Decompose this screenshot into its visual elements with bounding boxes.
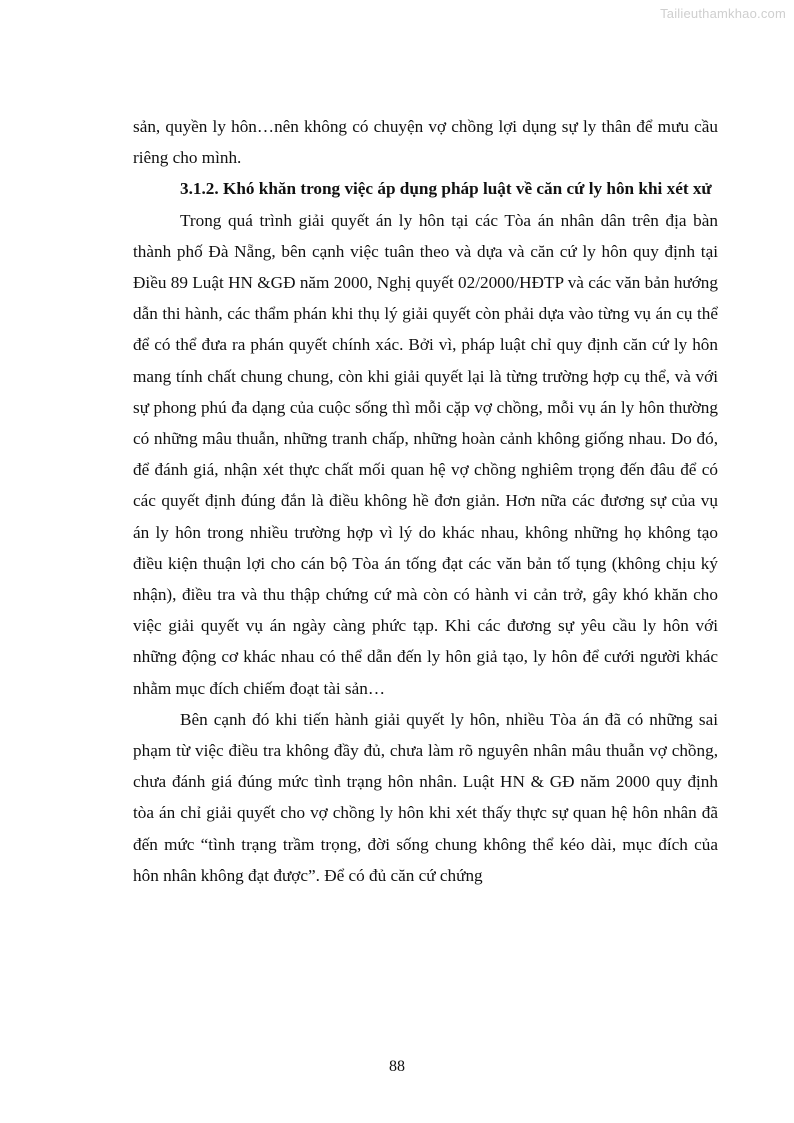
- watermark: Tailieuthamkhao.com: [660, 6, 786, 21]
- paragraph-continuation: sản, quyền ly hôn…nên không có chuyện vợ chồng lợi dụng sự ly thân để mưu cầu riêng cho mình.: [133, 117, 718, 168]
- document-body: [133, 111, 718, 891]
- section-heading: 3.1.2. Khó khăn trong việc áp dụng pháp luật về căn cứ ly hôn khi xét xử: [180, 179, 712, 199]
- paragraph-court-errors: Bên cạnh đó khi tiến hành giải quyết ly hôn, nhiều Tòa án đã có những sai phạm từ việc điều tra không đầy đủ, chưa làm rõ nguyên nhân mâu thuẫn vợ chồng, chưa đánh giá đúng mức tình trạng hôn nhân. Luật HN & GĐ năm 2000 quy định tòa án chỉ giải quyết cho vợ chồng ly hôn khi xét thấy thực sự quan hệ hôn nhân đã đến mức “tình trạng trầm trọng, đời sống chung không thể kéo dài, mục đích của hôn nhân không đạt được”. Để có đủ căn cứ chứng: [133, 709, 718, 885]
- page-number: 88: [389, 1058, 405, 1075]
- paragraph-difficulties: Trong quá trình giải quyết án ly hôn tại các Tòa án nhân dân trên địa bàn thành phố Đà Nẵng, bên cạnh việc tuân theo và dựa và căn cứ ly hôn quy định tại Điều 89 Luật HN &GĐ năm 2000, Nghị quyết 02/2000/HĐTP và các văn bản hướng dẫn thi hành, các thẩm phán khi thụ lý giải quyết còn phải dựa vào từng vụ án cụ thể để có thể đưa ra phán quyết chính xác. Bởi vì, pháp luật chỉ quy định căn cứ ly hôn mang tính chất chung chung, còn khi giải quyết lại là từng trường hợp cụ thể, và với sự phong phú đa dạng của cuộc sống thì mỗi cặp vợ chồng, mỗi vụ án ly hôn thường có những mâu thuẫn, những tranh chấp, những hoàn cảnh không giống nhau. Do đó, để đánh giá, nhận xét thực chất mối quan hệ vợ chồng nghiêm trọng đến đâu để có các quyết định đúng đắn là điều không hề đơn giản. Hơn nữa các đương sự của vụ án ly hôn trong nhiều trường hợp vì lý do khác nhau, không những họ không tạo điều kiện thuận lợi cho cán bộ Tòa án tống đạt các văn bản tố tụng (không chịu ký nhận), điều tra và thu thập chứng cứ mà còn có hành vi cản trở, gây khó khăn cho việc giải quyết vụ án ngày càng phức tạp. Khi các đương sự yêu cầu ly hôn với những động cơ khác nhau có thể dẫn đến ly hôn giả tạo, ly hôn để cưới người khác nhằm mục đích chiếm đoạt tài sản…: [133, 210, 718, 698]
